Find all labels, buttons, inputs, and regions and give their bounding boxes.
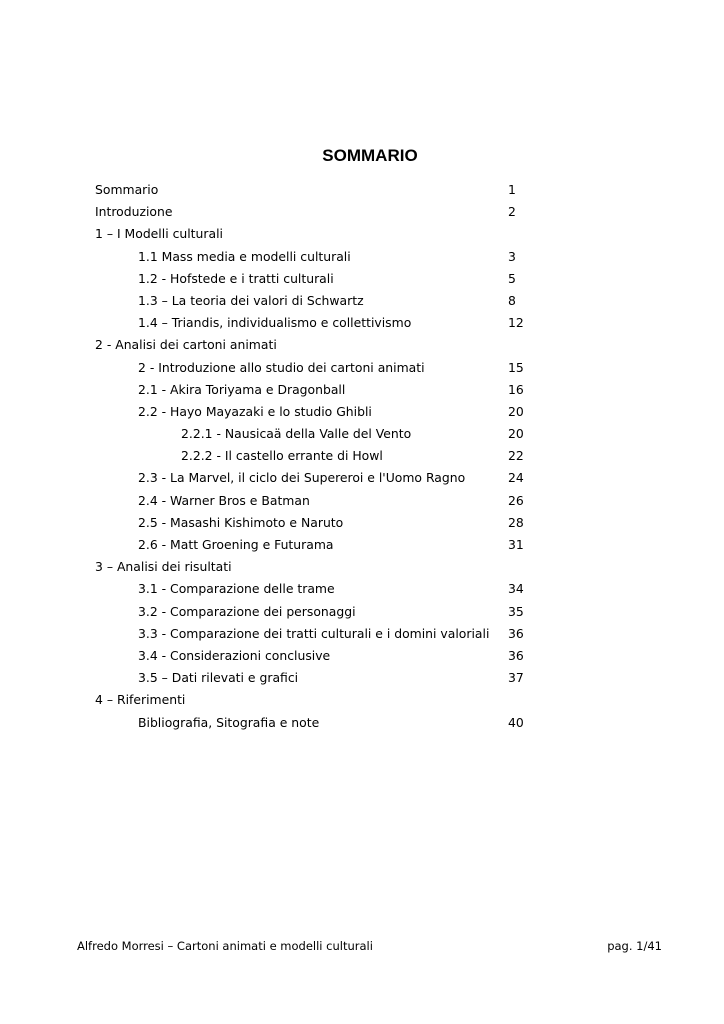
toc-entry-page: 12 [508, 315, 524, 331]
toc-entry[interactable] [95, 467, 535, 489]
toc-entry-page: 15 [508, 359, 524, 375]
toc-entry-title: 1.1 Mass media e modelli culturali [138, 248, 351, 264]
toc-entry-page: 26 [508, 492, 524, 508]
toc-entry[interactable] [95, 268, 535, 290]
toc-entry-page: 24 [508, 470, 524, 486]
toc-entry-title: 2.1 - Akira Toriyama e Dragonball [138, 381, 346, 397]
toc-entry-page: 3 [508, 248, 516, 264]
toc-entry[interactable] [95, 601, 535, 623]
toc-entry-title: 3.3 - Comparazione dei tratti culturali e i domini valoriali [138, 625, 490, 641]
toc-entry-page: 34 [508, 581, 524, 597]
toc-entry[interactable] [95, 490, 535, 512]
toc-entry[interactable] [95, 334, 535, 356]
toc-entry-title: Sommario [95, 182, 159, 197]
toc-entry-title: 1.2 - Hofstede e i tratti culturali [138, 270, 334, 286]
toc-entry[interactable] [95, 246, 535, 268]
toc-entry-page: 20 [508, 426, 524, 442]
toc-entry-page: 28 [508, 514, 524, 530]
toc-entry-title: 2.5 - Masashi Kishimoto e Naruto [138, 514, 344, 530]
toc-entry-title: 3 – Analisi dei risultati [95, 559, 232, 575]
toc-entry-page: 31 [508, 537, 524, 552]
toc-entry[interactable] [95, 556, 535, 578]
toc-entry-page: 40 [508, 714, 524, 730]
toc-entry-title: 1 – I Modelli culturali [95, 226, 223, 242]
page-title: SOMMARIO [322, 146, 418, 165]
toc-entry-title: Introduzione [95, 204, 173, 220]
toc-entry-title: 2.4 - Warner Bros e Batman [138, 492, 310, 508]
toc-entry-title: 3.5 – Dati rilevati e grafici [138, 670, 299, 686]
toc-entry[interactable] [95, 578, 535, 600]
toc-entry-page: 22 [508, 448, 524, 464]
toc-entry-page: 20 [508, 403, 524, 419]
toc-entry-title: 1.4 – Triandis, individualismo e collettivismo [138, 315, 412, 331]
toc-entry-page: 16 [508, 381, 524, 397]
toc-entry[interactable] [95, 423, 535, 445]
toc-entry-page: 2 [508, 204, 516, 220]
toc-entry-title: 2.6 - Matt Groening e Futurama [138, 537, 334, 552]
toc-entry[interactable] [95, 312, 535, 334]
toc-entry[interactable] [95, 445, 535, 467]
toc-entry[interactable] [95, 223, 535, 245]
toc-entry-title: Bibliografia, Sitografia e note [138, 714, 320, 730]
toc-entry-page: 37 [508, 670, 524, 686]
footer-page-number: pag. 1/41 [607, 939, 662, 953]
toc-entry[interactable] [95, 290, 535, 312]
toc-entry-title: 2.2.1 - Nausicaä della Valle del Vento [181, 426, 412, 442]
toc-entry-title: 2 - Analisi dei cartoni animati [95, 337, 277, 353]
toc-entry-page: 36 [508, 647, 524, 663]
toc-entry-title: 3.4 - Considerazioni conclusive [138, 647, 331, 663]
toc-entry[interactable] [95, 401, 535, 423]
toc-entry-page: 5 [508, 270, 516, 286]
toc-entry[interactable] [95, 179, 535, 201]
footer-author-title: Alfredo Morresi – Cartoni animati e modelli culturali [77, 939, 373, 953]
toc-entry[interactable] [95, 357, 535, 379]
table-of-contents [95, 179, 535, 734]
toc-entry[interactable] [95, 623, 535, 645]
toc-entry[interactable] [95, 689, 535, 711]
toc-entry-page: 36 [508, 625, 524, 641]
toc-entry[interactable] [95, 201, 535, 223]
toc-entry-page: 8 [508, 292, 516, 308]
toc-entry-page: 1 [508, 182, 516, 197]
toc-entry-title: 4 – Riferimenti [95, 692, 186, 708]
toc-entry[interactable] [95, 379, 535, 401]
toc-entry-title: 2 - Introduzione allo studio dei cartoni animati [138, 359, 425, 375]
toc-entry-page: 35 [508, 603, 524, 619]
toc-entry-title: 2.2 - Hayo Mayazaki e lo studio Ghibli [138, 403, 372, 419]
toc-entry-title: 3.1 - Comparazione delle trame [138, 581, 335, 597]
toc-entry[interactable] [95, 512, 535, 534]
toc-entry-title: 3.2 - Comparazione dei personaggi [138, 603, 356, 619]
toc-entry[interactable] [95, 667, 535, 689]
toc-entry-title: 2.2.2 - Il castello errante di Howl [181, 448, 383, 464]
toc-entry[interactable] [95, 534, 535, 556]
toc-entry-title: 2.3 - La Marvel, il ciclo dei Supereroi e l'Uomo Ragno [138, 470, 466, 486]
toc-entry[interactable] [95, 712, 535, 734]
toc-entry-title: 1.3 – La teoria dei valori di Schwartz [138, 292, 364, 308]
toc-entry[interactable] [95, 645, 535, 667]
